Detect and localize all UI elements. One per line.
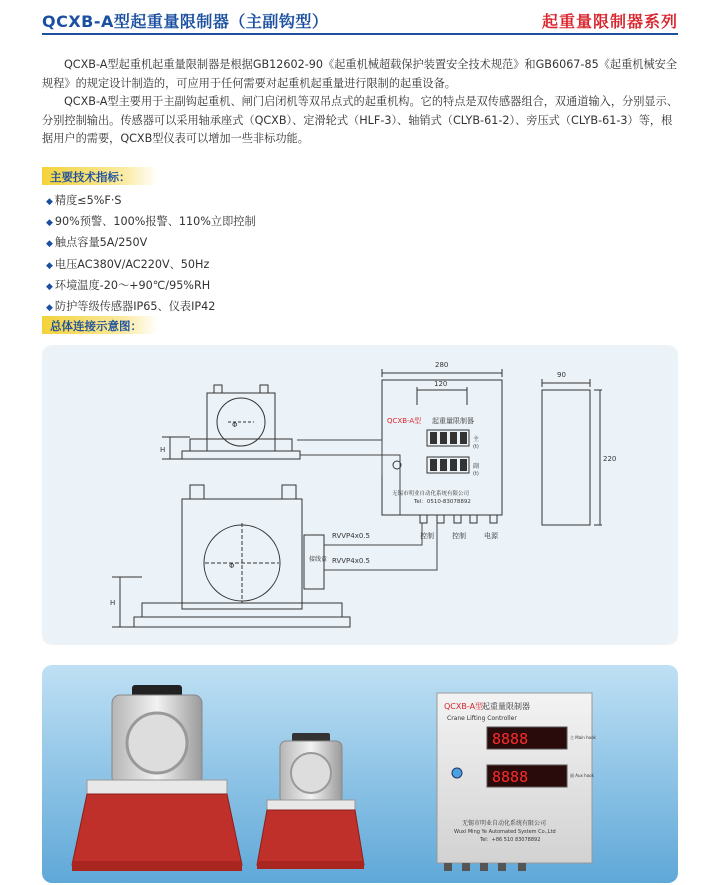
connection-diagram <box>42 345 678 645</box>
panel-company: 无锡市明业自动化系统有限公司 <box>392 491 470 497</box>
intro-text <box>42 56 678 149</box>
aux-display-digits: 8888 <box>492 768 529 786</box>
indicator-light-icon <box>452 768 462 778</box>
controller-side-drawing <box>542 379 602 525</box>
aux-display-label: 副 Aux hook <box>570 773 594 778</box>
row2-unit: (t) <box>473 471 479 477</box>
photo-model: QCXB-A型 <box>444 702 484 711</box>
product-photo <box>42 665 678 883</box>
diagram-heading-label: 总体连接示意图： <box>50 319 142 333</box>
terminal-label-3: 电源 <box>484 532 498 540</box>
spec-item: ◆ 精度≤5%F·S <box>46 194 122 207</box>
photo-company-cn: 无锡市明业自动化系统有限公司 <box>462 820 547 827</box>
row2-tag: 副 <box>473 463 480 470</box>
junction-box-label: 接线盒 <box>309 556 328 563</box>
terminal-label-2: 控制 <box>452 532 466 540</box>
panel-digit-row-1 <box>430 432 467 444</box>
spec-item: ◆ 防护等级传感器IP65、仪表IP42 <box>46 299 216 313</box>
small-sensor-drawing <box>162 385 300 459</box>
spec-item: ◆ 电压AC380V/AC220V、50Hz <box>46 257 210 271</box>
photo-tel: Tel：+86 510 83078892 <box>480 837 541 843</box>
diamond-bullet-icon: ◆ <box>46 239 53 250</box>
specs-heading-label: 主要技术指标： <box>50 170 131 184</box>
dim-depth: 90 <box>557 371 566 379</box>
row1-tag: 主 <box>473 436 480 443</box>
photo-name-en: Crane Lifting Controller <box>447 715 517 722</box>
diamond-bullet-icon: ◆ <box>46 302 53 313</box>
intro-paragraph-1: QCXB-A型起重机起重量限制器是根据GB12602-90《起重机械超载保护装置安全技术规范》和GB6067-85《起重机械安全规程》的规定设计制造的，可应用于任何需要对起重机起重量进行限制的起重设备。 <box>42 58 678 90</box>
intro-paragraph-2: QCXB-A型主要用于主副钩起重机、闸门启闭机等双吊点式的起重机构。它的特点是双传感器组合，双通道输入，分别显示、分别控制输出。传感器可以采用轴承座式（QCXB）、定滑轮式（HLF-3）、轴销式（CLYB-61-2）、旁压式（CLYB-61-3）等，根据用户的需要，QCXB型仪表可以增加一些非标功能。 <box>42 95 678 145</box>
series-label: 起重量限制器系列 <box>541 12 678 31</box>
specs-heading <box>42 167 158 185</box>
small-sensor-phi-label: Φ <box>232 421 238 429</box>
terminal-label-1: 控制 <box>420 532 434 540</box>
page-title: QCXB-A型起重量限制器（主副钩型） <box>42 12 329 31</box>
dim-height: 220 <box>603 455 617 463</box>
dim-inner: 120 <box>434 380 448 388</box>
panel-digit-row-2 <box>430 459 467 471</box>
main-display-label: 主 Main hook <box>570 735 596 740</box>
small-sensor-h-label: H <box>160 446 166 454</box>
panel-model-label: QCXB-A型 <box>387 417 422 425</box>
panel-tel: Tel：0510-83078892 <box>414 499 471 505</box>
main-display-digits: 8888 <box>492 730 529 748</box>
large-sensor-phi-label: Φ <box>229 562 235 570</box>
spec-item: ◆ 触点容量5A/250V <box>46 236 148 250</box>
controller-photo <box>437 693 597 871</box>
spec-item: ◆ 环境温度-20～+90℃/95%RH <box>46 278 211 292</box>
diamond-bullet-icon: ◆ <box>46 218 53 229</box>
large-sensor-h-label: H <box>110 599 116 607</box>
dim-width: 280 <box>435 361 449 369</box>
cable-lines <box>297 440 437 570</box>
header-rule <box>42 33 678 35</box>
product-photo-svg <box>42 665 678 883</box>
diamond-bullet-icon: ◆ <box>46 197 53 207</box>
photo-name: 起重量限制器 <box>482 702 530 711</box>
page-header <box>0 0 708 36</box>
diagram-heading <box>42 316 158 334</box>
photo-company-en: Wuxi Ming Ye Automated System Co.,Ltd <box>454 829 556 835</box>
cable2-label: RVVP4x0.5 <box>332 557 371 565</box>
cable1-label: RVVP4x0.5 <box>332 532 371 540</box>
panel-name-label: 起重量限制器 <box>432 417 474 425</box>
diamond-bullet-icon: ◆ <box>46 260 53 271</box>
specs-list <box>46 190 256 317</box>
diamond-bullet-icon: ◆ <box>46 281 53 292</box>
connection-diagram-svg <box>42 345 678 645</box>
spec-item: ◆ 90%预警、100%报警、110%立即控制 <box>46 215 256 229</box>
row1-unit: (t) <box>473 444 479 450</box>
